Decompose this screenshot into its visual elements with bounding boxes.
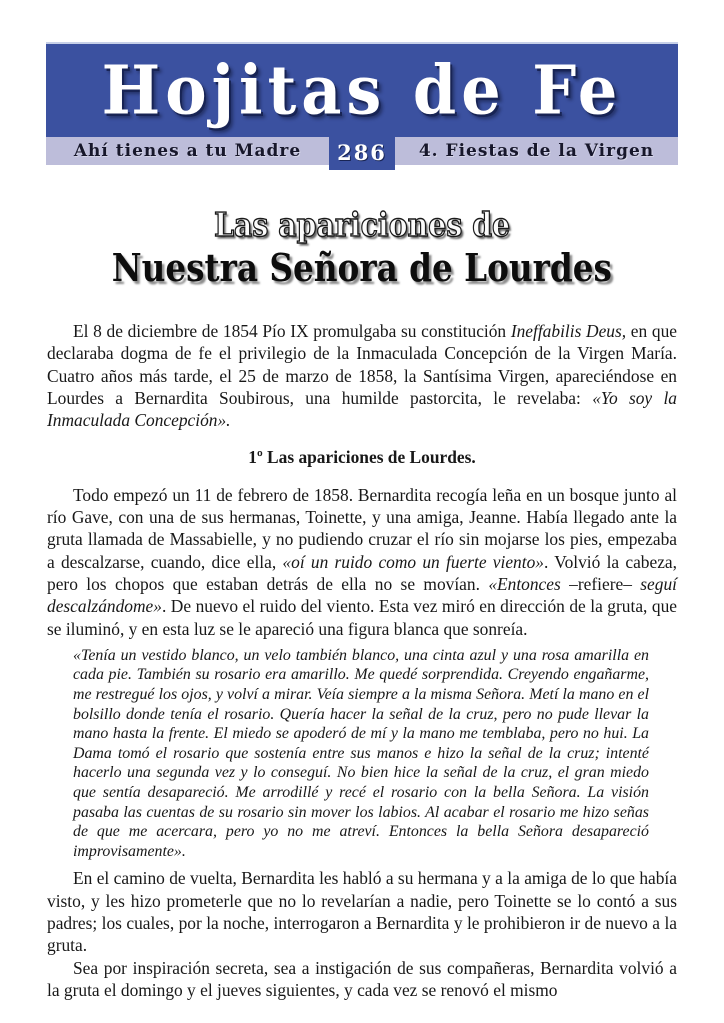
masthead-subbar <box>46 137 678 165</box>
tagline-left: Ahí tienes a tu Madre <box>73 141 302 161</box>
text-run: Ineffabilis Deus, <box>510 321 627 341</box>
text-run: Sea por inspiración secreta, sea a instigación de sus compañeras, Bernardita volvió a la gruta el domingo y el jueves siguientes, y cada vez se renovó el mismo <box>47 957 677 1000</box>
paragraph <box>47 320 677 431</box>
article-body <box>47 320 677 1001</box>
text-run: . Volvió la cabeza, pero los chopos que estaban detrás de ella no se movían. <box>47 551 677 594</box>
article-title-line2: Nuestra Señora de Lourdes <box>111 245 613 290</box>
article-title <box>0 205 724 291</box>
publication-title: Hojitas de Fe <box>101 51 623 130</box>
text-run: En el camino de vuelta, Bernardita les habló a su hermana y a la amiga de lo que había visto, y les hizo prometerle que no lo revelarían a nadie, pero Toinette se lo contó a sus padres; los cuales, por la noche, interrogaron a Bernardita y le prohibieron ir de nuevo a la gruta. <box>47 868 677 956</box>
paragraph <box>47 957 677 1002</box>
masthead <box>46 42 678 165</box>
text-run: El 8 de diciembre de 1854 Pío IX promulgaba su constitución <box>73 321 511 341</box>
text-run: . De nuevo el ruido del viento. Esta vez miró en dirección de la gruta, que se iluminó, y en esta luz se le apareció una figura blanca que sonreía. <box>47 596 677 639</box>
paragraph <box>47 867 677 956</box>
text-run: «Entonces <box>488 573 570 594</box>
issue-number-badge: 286 <box>329 137 395 170</box>
masthead-band <box>46 42 678 137</box>
text-run: Todo empezó un 11 de febrero de 1858. Bernardita recogía leña en un bosque junto al río Gave, con una de sus hermanas, Toinette, y una amiga, Jeanne. Había llegado ante la gruta llamada de Massabielle, y no pudiendo cruzar el río sin mojarse los pies, empezaba a descalzarse, cuando, dice ella, <box>47 484 677 572</box>
text-run: «Tenía un vestido blanco, un velo también blanco, una cinta azul y una rosa amarilla en cada pie. También su rosario era amarillo. Me quedé sorprendida. Creyendo engañarme, me restregué los ojos, y volví a mirar. Veía siempre a la misma Señora. Metí la mano en el bolsillo donde tenía el rosario. Quería hacer la señal de la cruz, pero no pude llevar la mano hasta la frente. El miedo se apoderó de mí y la mano me temblaba, pero no hui. La Dama tomó el rosario que sostenía entre sus manos e hizo la señal de la cruz; intenté hacerlo una segunda vez y lo conseguí. No bien hice la señal de la cruz, el gran miedo que sentía desapareció. Me arrodillé y recé el rosario con la bella Señora. La visión pasaba las cuentas de su rosario sin mover los labios. Al acabar el rosario me hizo señas de que me acercara, pero yo no me atreví. Entonces la bella Señora desapareció improvisamente». <box>73 646 649 860</box>
text-run: en que declaraba dogma de fe el privilegio de la Inmaculada Concepción de la Virgen María. Cuatro años más tarde, el 25 de marzo de 1858, la Santísima Virgen, apareciéndose en Lourdes a Bernardita Soubirous, una humilde pastorcita, le revelaba: <box>47 321 677 408</box>
paragraph <box>47 484 677 640</box>
text-run: –refiere– <box>569 573 641 594</box>
quote-paragraph <box>73 646 649 862</box>
tagline-right: 4. Fiestas de la Virgen <box>418 141 655 161</box>
text-run: seguí descalzándome» <box>47 573 677 617</box>
section-heading <box>47 446 677 468</box>
text-run: «Yo soy la Inmaculada Concepción». <box>47 387 678 431</box>
text-run: 1º Las apariciones de Lourdes. <box>248 447 476 468</box>
article-title-line1: Las apariciones de <box>213 205 511 244</box>
text-run: «oí un ruido como un fuerte viento» <box>282 551 544 572</box>
